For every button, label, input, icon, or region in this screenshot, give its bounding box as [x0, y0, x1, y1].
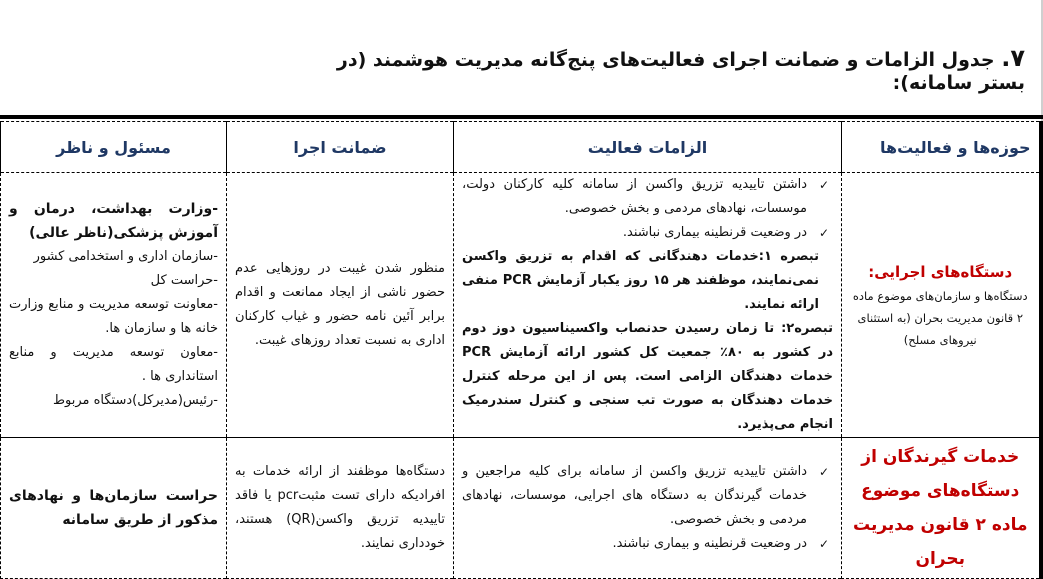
responsible-item: -رئیس(مدیرکل)دستگاه مربوط: [52, 393, 218, 408]
responsible-item: -سازمان اداری و استخدامی کشور: [33, 249, 218, 264]
requirement-item: ✓ داشتن تاییدیه تزریق واکسن از سامانه برای کلیه مراجعین و خدمات گیرندگان به دستگاه های اجرایی، موسسات، نهادهای مردمی و بخش خصوصی.: [462, 460, 833, 532]
header-guarantee: ضمانت اجرا: [227, 122, 454, 173]
header-requirements: الزامات فعالیت: [454, 122, 842, 173]
header-areas: حوزه‌ها و فعالیت‌ها: [842, 122, 1041, 173]
section-number: ۷.: [1001, 44, 1025, 72]
responsible-item: -معاون توسعه مدیریت و منابع استانداری ها .: [9, 345, 218, 384]
guarantee-text: منظور شدن غیبت در روزهایی عدم حضور ناشی از ایجاد ممانعت و اقدام برابر آئین نامه حضور و غیاب کارکنان اداری به نسبت تعداد روزهای غیبت.: [235, 261, 445, 348]
title-divider: [0, 115, 1043, 119]
requirement-item: ✓ داشتن تاییدیه تزریق واکسن از سامانه کلیه کارکنان دولت، موسسات، نهادهای مردمی و بخش خصوصی.: [462, 173, 833, 221]
area-title: خدمات گیرندگان از دستگاه‌های موضوع ماده ۲ قانون مدیریت بحران: [852, 447, 1028, 569]
requirement-item: ✓ در وضعیت قرنطینه بیماری نباشند.: [462, 221, 833, 245]
requirements-cell: [454, 438, 842, 579]
table-row: [1, 173, 1041, 438]
requirements-cell: [454, 173, 842, 438]
guarantee-cell: [227, 438, 454, 579]
requirement-item: ✓ در وضعیت قرنطینه و بیماری نباشند.: [462, 532, 833, 556]
requirements-table: [0, 121, 1043, 579]
guarantee-text: دستگاه‌ها موظفند از ارائه خدمات به افرادیکه دارای تست مثبتpcr یا فاقد تاییدیه تزریق واکسن(QR) هستند، خودداری نمایند.: [235, 464, 446, 551]
area-subtitle: دستگاه‌ها و سازمان‌های موضوع ماده ۲ قانون مدیریت بحران (به استثنای نیروهای مسلح): [852, 289, 1028, 347]
responsible-item: -حراست کل: [150, 273, 218, 288]
header-responsible: مسئول و ناظر: [1, 122, 227, 173]
responsible-cell: [1, 173, 227, 438]
area-title: دستگاه‌های اجرایی:: [868, 263, 1013, 281]
section-title: [300, 44, 1025, 94]
responsible-item: -معاونت توسعه مدیریت و منابع وزارت خانه ها و سازمان ها.: [9, 297, 218, 336]
area-cell: [842, 173, 1041, 438]
note-2: تبصره۲: تا زمان رسیدن حدنصاب واکسیناسیون دوز دوم در کشور به ۸۰٪ جمعیت کل کشور ارائه آزمایش PCR خدمات دهندگان الزامی است. پس از این مرحله کنترل خدمات دهندگان به صورت تب سنجی و کنترل سندرمیک انجام می‌پذیرد.: [462, 321, 833, 432]
guarantee-cell: [227, 173, 454, 438]
table-header-row: [1, 122, 1041, 173]
responsible-cell: [1, 438, 227, 579]
note-1: تبصره ۱:خدمات دهندگانی که اقدام به تزریق واکسن نمی‌نمایند، موظفند هر ۱۵ روز یکبار آزمایش PCR منفی ارائه نمایند.: [462, 249, 819, 312]
section-title-text: جدول الزامات و ضمانت اجرای فعالیت‌های پنج‌گانه مدیریت هوشمند (در بستر سامانه):: [336, 49, 1025, 94]
responsible-lead: -وزارت بهداشت، درمان و آموزش پزشکی(ناظر عالی): [9, 201, 218, 241]
responsible-lead: حراست سازمان‌ها و نهادهای مذکور از طریق سامانه: [9, 488, 218, 528]
table-row: [1, 438, 1041, 579]
area-cell: [842, 438, 1041, 579]
